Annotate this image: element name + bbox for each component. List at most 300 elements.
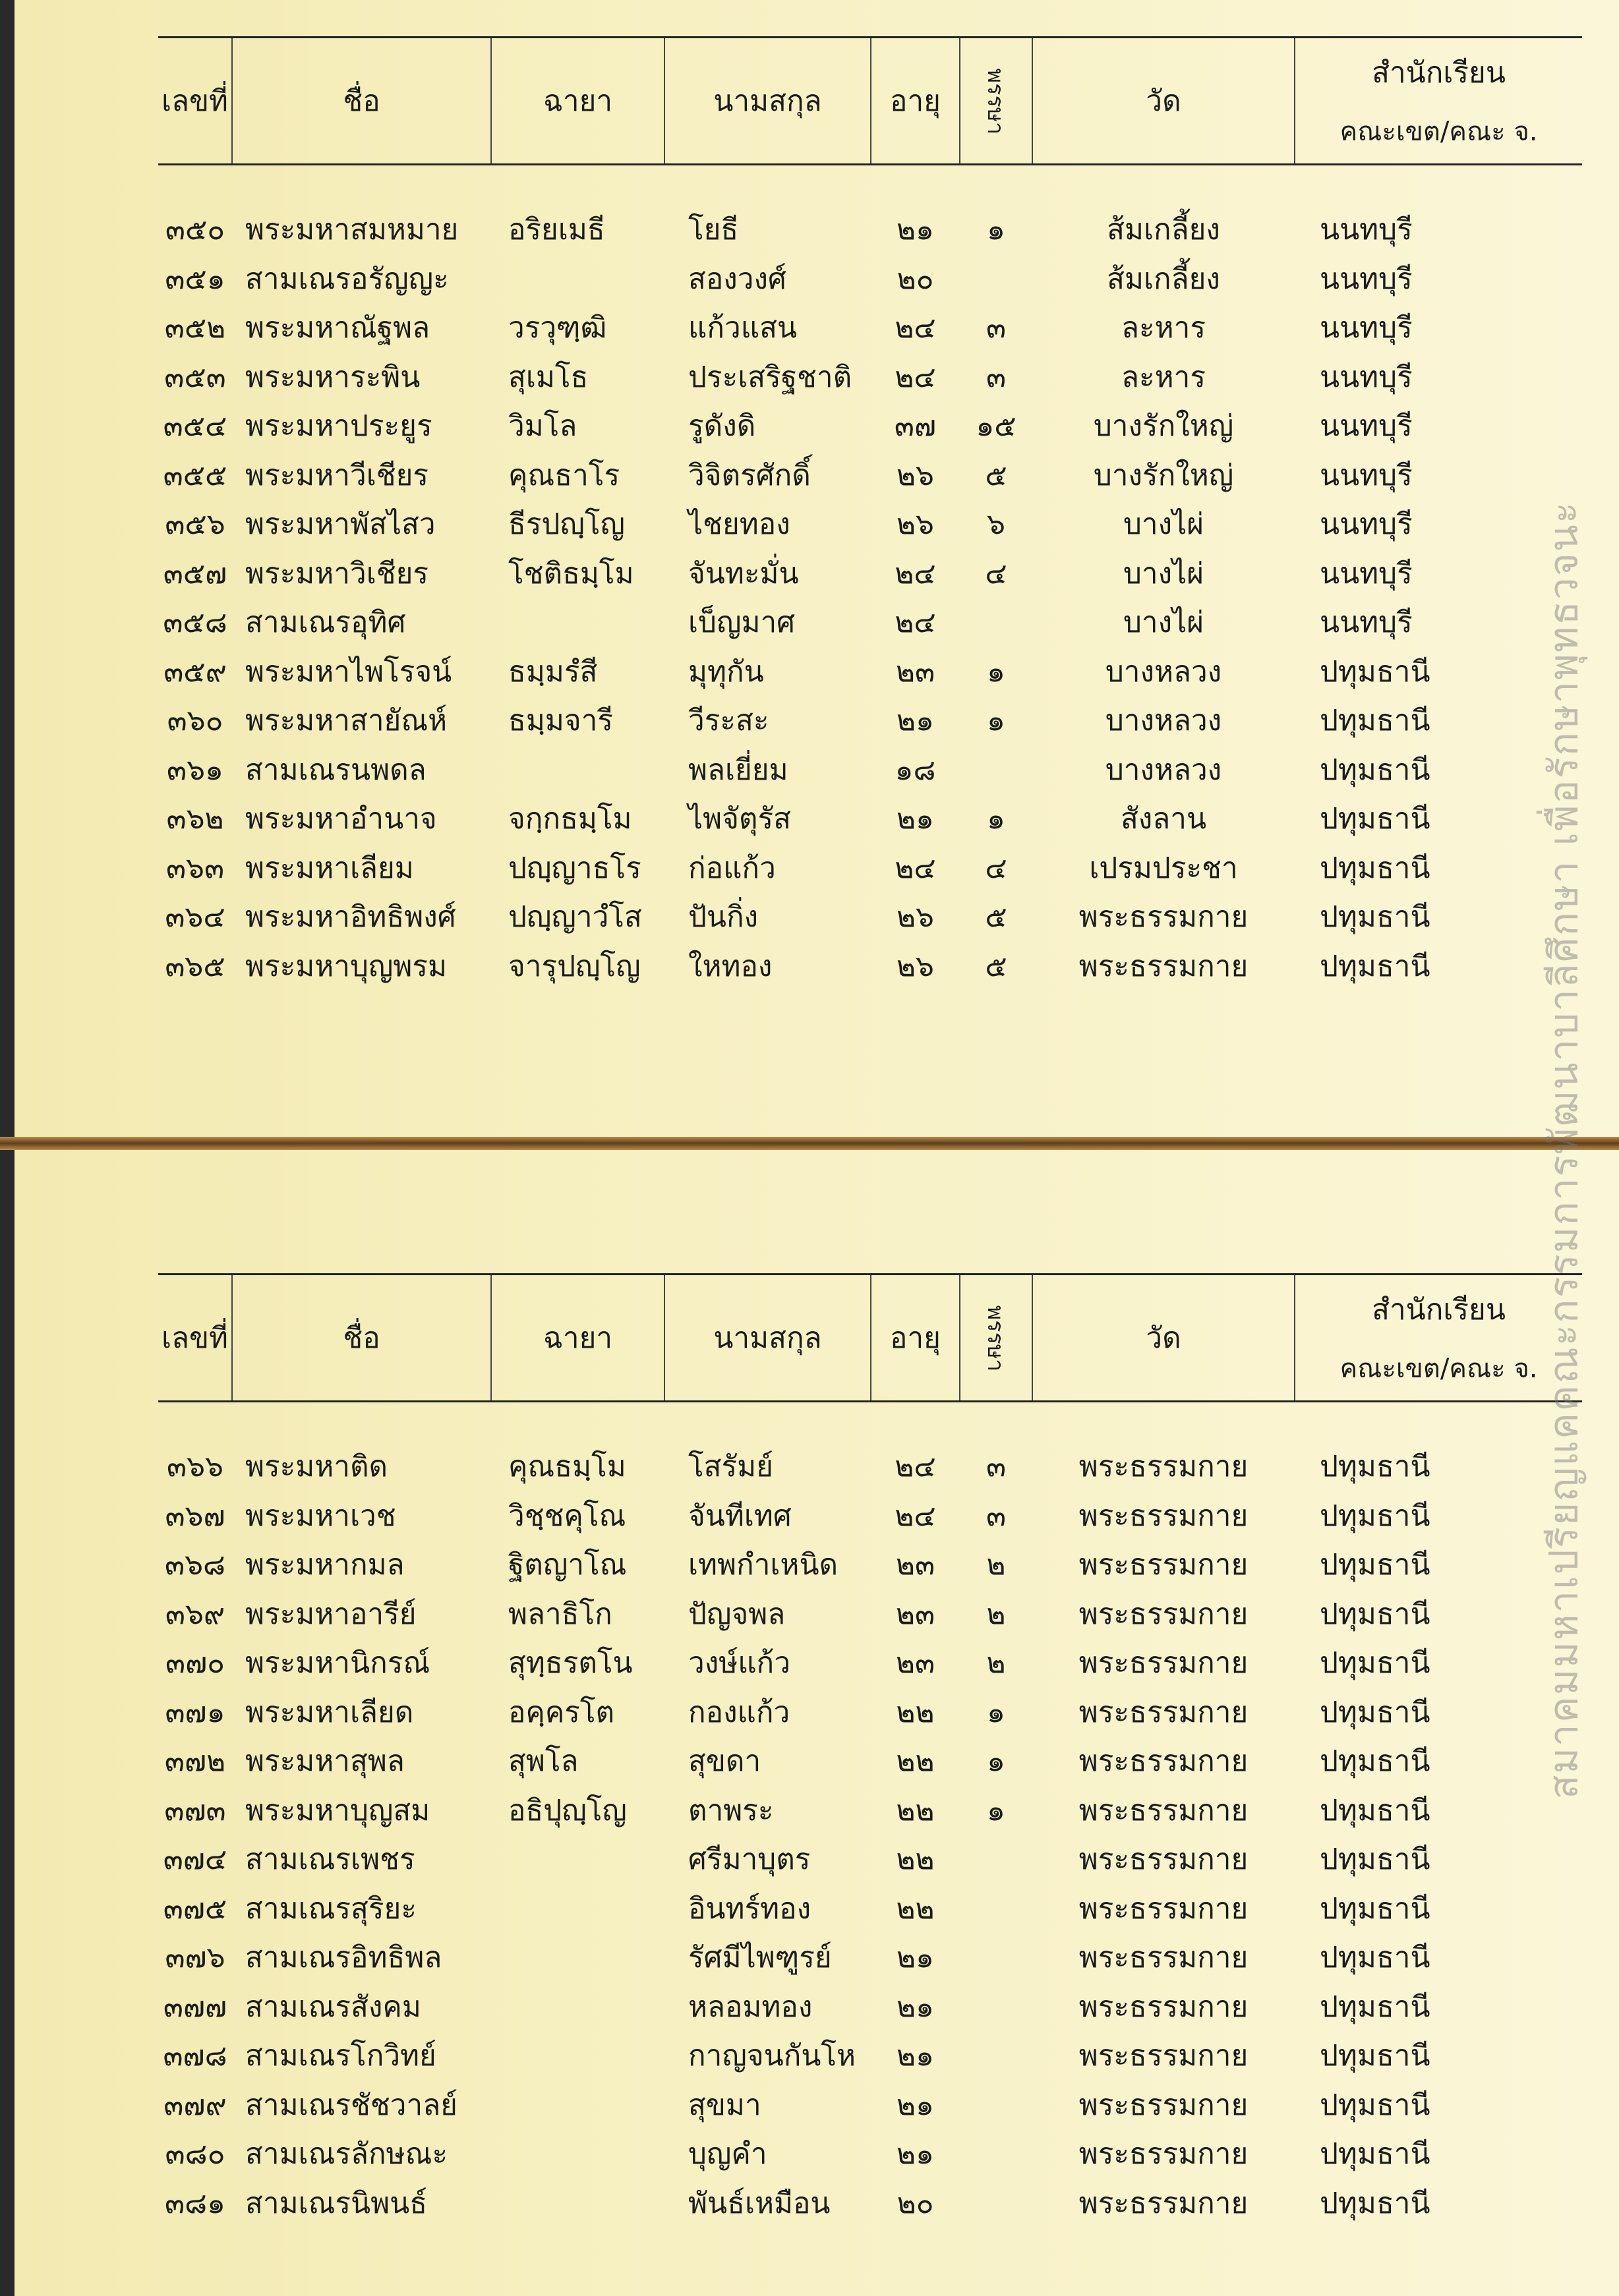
cell-name: สามเณรอรัญญะ bbox=[245, 262, 449, 296]
cell-samnak: นนทบุรี bbox=[1320, 458, 1413, 492]
cell-age: ๒๔ bbox=[895, 556, 936, 590]
cell-no: ๓๕๐ bbox=[165, 213, 225, 247]
table-row bbox=[158, 1884, 1582, 1934]
cell-wat: พระธรรมกาย bbox=[1078, 1843, 1249, 1877]
cell-pansa bbox=[960, 1982, 1032, 2032]
cell-name: สามเณรเพชร bbox=[245, 1843, 415, 1877]
cell-age: ๒๑ bbox=[897, 2137, 934, 2171]
cell-samnak: ปทุมธานี bbox=[1320, 1990, 1430, 2024]
cell-samnak: ปทุมธานี bbox=[1320, 1744, 1430, 1779]
table-row bbox=[158, 303, 1582, 353]
cell-no: ๓๕๑ bbox=[165, 262, 225, 296]
cell-chaya: อริยเมธี bbox=[508, 213, 605, 247]
cell-surname: เบ็ญมาศ bbox=[688, 606, 796, 640]
cell-name: พระมหานิกรณ์ bbox=[245, 1646, 430, 1680]
cell-wat: พระธรรมกาย bbox=[1078, 2186, 1249, 2220]
cell-age: ๒๖ bbox=[897, 900, 934, 934]
cell-surname: วิจิตรศักดิ์ bbox=[688, 458, 811, 492]
table-row bbox=[158, 2081, 1582, 2130]
cell-wat: พระธรรมกาย bbox=[1078, 1499, 1249, 1533]
cell-chaya: อคฺครโต bbox=[508, 1695, 615, 1729]
cell-pansa bbox=[960, 1884, 1032, 1934]
page-top bbox=[15, 0, 1619, 1137]
col-header-samnak-label: สำนักเรียน bbox=[1372, 1293, 1506, 1327]
cell-age: ๒๑ bbox=[897, 1990, 934, 2024]
cell-no: ๓๖๗ bbox=[165, 1499, 225, 1533]
cell-pansa: ๑ bbox=[987, 802, 1005, 836]
cell-surname: รูดังดิ bbox=[688, 409, 756, 444]
cell-age: ๒๒ bbox=[896, 1891, 935, 1926]
cell-name: พระมหาอำนาจ bbox=[245, 802, 437, 836]
cell-pansa bbox=[960, 745, 1032, 795]
cell-no: ๓๗๐ bbox=[165, 1646, 225, 1680]
cell-surname: ไชยทอง bbox=[688, 507, 790, 542]
cell-samnak: ปทุมธานี bbox=[1320, 1548, 1430, 1582]
cell-no: ๓๗๖ bbox=[165, 1941, 225, 1975]
cell-no: ๓๘๐ bbox=[165, 2137, 225, 2171]
cell-no: ๓๖๘ bbox=[165, 1548, 225, 1582]
cell-pansa bbox=[960, 2081, 1032, 2130]
cell-chaya: จารุปญฺโญ bbox=[508, 949, 641, 983]
col-header-no: เลขที่ bbox=[158, 1275, 232, 1402]
cell-surname: ก่อแก้ว bbox=[688, 851, 776, 885]
cell-samnak: ปทุมธานี bbox=[1320, 753, 1430, 787]
cell-samnak: ปทุมธานี bbox=[1320, 2186, 1430, 2220]
table-row bbox=[158, 1786, 1582, 1835]
cell-surname: โสรัมย์ bbox=[688, 1450, 773, 1484]
cell-no: ๓๗๓ bbox=[164, 1793, 226, 1827]
cell-surname: โยธี bbox=[688, 213, 739, 247]
cell-surname: ศรีมาบุตร bbox=[688, 1843, 811, 1877]
cell-name: พระมหาติด bbox=[245, 1450, 388, 1484]
cell-no: ๓๗๗ bbox=[163, 1990, 227, 2024]
table-row bbox=[158, 165, 1582, 254]
cell-wat: ละหาร bbox=[1121, 360, 1206, 394]
cell-name: สามเณรอิทธิพล bbox=[245, 1941, 442, 1975]
cell-chaya bbox=[491, 598, 664, 647]
cell-pansa: ๕ bbox=[985, 949, 1007, 983]
table-row bbox=[158, 2129, 1582, 2179]
page-fold bbox=[0, 1137, 1619, 1150]
table-row bbox=[158, 1540, 1582, 1590]
cell-surname: ปันกิ่ง bbox=[688, 900, 759, 934]
table-row bbox=[158, 794, 1582, 844]
table-row bbox=[158, 1736, 1582, 1786]
col-header-pansa-label: พรรษา bbox=[982, 68, 1009, 134]
cell-wat: ละหาร bbox=[1121, 311, 1206, 345]
cell-age: ๒๑ bbox=[897, 213, 934, 247]
cell-wat: บางรักใหญ่ bbox=[1093, 409, 1234, 444]
cell-no: ๓๖๙ bbox=[165, 1597, 225, 1631]
cell-age: ๒๔ bbox=[895, 606, 936, 640]
cell-chaya bbox=[491, 745, 664, 795]
cell-samnak: นนทบุรี bbox=[1320, 556, 1413, 590]
cell-age: ๒๖ bbox=[897, 507, 934, 542]
cell-name: พระมหาระพิน bbox=[245, 360, 421, 394]
cell-pansa: ๑ bbox=[987, 213, 1005, 247]
cell-chaya bbox=[491, 2129, 664, 2179]
cell-no: ๓๗๙ bbox=[163, 2088, 227, 2122]
cell-wat: พระธรรมกาย bbox=[1078, 1450, 1249, 1484]
table-row bbox=[158, 1982, 1582, 2032]
cell-samnak: นนทบุรี bbox=[1320, 507, 1413, 542]
table-row bbox=[158, 500, 1582, 549]
cell-chaya: ธีรปญฺโญ bbox=[508, 507, 626, 542]
col-header-wat: วัด bbox=[1032, 38, 1295, 165]
col-header-pansa bbox=[960, 38, 1032, 165]
col-header-samnak bbox=[1295, 38, 1582, 165]
cell-surname: จันทีเทศ bbox=[688, 1499, 792, 1533]
cell-wat: ส้มเกลี้ยง bbox=[1107, 213, 1220, 247]
col-header-surname: นามสกุล bbox=[664, 38, 871, 165]
cell-age: ๒๑ bbox=[897, 802, 934, 836]
cell-pansa bbox=[960, 2031, 1032, 2081]
cell-samnak: ปทุมธานี bbox=[1320, 949, 1430, 983]
cell-pansa: ๒ bbox=[986, 1646, 1006, 1680]
cell-samnak: ปทุมธานี bbox=[1320, 851, 1430, 885]
cell-name: พระมหาเลียม bbox=[245, 851, 414, 885]
cell-wat: ส้มเกลี้ยง bbox=[1107, 262, 1220, 296]
cell-pansa: ๑ bbox=[987, 704, 1005, 738]
cell-name: พระมหากมล bbox=[245, 1548, 405, 1582]
cell-samnak: ปทุมธานี bbox=[1320, 2039, 1430, 2073]
cell-chaya bbox=[491, 1835, 664, 1884]
cell-chaya: สุเมโธ bbox=[508, 360, 589, 394]
cell-wat: พระธรรมกาย bbox=[1078, 2039, 1249, 2073]
cell-no: ๓๕๖ bbox=[165, 507, 225, 542]
cell-samnak: ปทุมธานี bbox=[1320, 1793, 1430, 1827]
cell-pansa: ๕ bbox=[985, 900, 1007, 934]
cell-no: ๓๗๔ bbox=[163, 1843, 227, 1877]
cell-wat: บางหลวง bbox=[1105, 753, 1222, 787]
cell-samnak: ปทุมธานี bbox=[1320, 900, 1430, 934]
cell-samnak: ปทุมธานี bbox=[1320, 654, 1430, 689]
col-header-chaya: ฉายา bbox=[491, 38, 664, 165]
cell-pansa: ๒ bbox=[986, 1597, 1006, 1631]
cell-surname: พลเยี่ยม bbox=[688, 753, 788, 787]
table-row bbox=[158, 892, 1582, 942]
cell-pansa: ๑ bbox=[987, 654, 1005, 689]
cell-no: ๓๕๓ bbox=[164, 360, 226, 394]
cell-no: ๓๕๙ bbox=[163, 654, 227, 689]
cell-wat: พระธรรมกาย bbox=[1078, 1793, 1249, 1827]
cell-age: ๒๒ bbox=[896, 1695, 935, 1729]
cell-age: ๒๑ bbox=[897, 1941, 934, 1975]
cell-surname: เทพกำเหนิด bbox=[688, 1548, 839, 1582]
cell-samnak: ปทุมธานี bbox=[1320, 1646, 1430, 1680]
cell-name: พระมหาณัฐพล bbox=[245, 311, 430, 345]
cell-surname: สองวงศ์ bbox=[688, 262, 786, 296]
table-body bbox=[158, 1402, 1582, 2228]
table-header bbox=[158, 1275, 1582, 1402]
cell-samnak: ปทุมธานี bbox=[1320, 2088, 1430, 2122]
cell-wat: พระธรรมกาย bbox=[1078, 949, 1249, 983]
cell-age: ๒๖ bbox=[897, 949, 934, 983]
cell-surname: แก้วแสน bbox=[688, 311, 797, 345]
cell-pansa bbox=[960, 254, 1032, 304]
cell-age: ๒๑ bbox=[897, 2088, 934, 2122]
cell-age: ๒๒ bbox=[896, 1744, 935, 1779]
col-header-surname: นามสกุล bbox=[664, 1275, 871, 1402]
cell-name: สามเณรชัชวาลย์ bbox=[245, 2088, 457, 2122]
cell-samnak: ปทุมธานี bbox=[1320, 1695, 1430, 1729]
cell-samnak: นนทบุรี bbox=[1320, 409, 1413, 444]
cell-wat: พระธรรมกาย bbox=[1078, 1891, 1249, 1926]
cell-no: ๓๖๒ bbox=[166, 802, 224, 836]
col-header-name: ชื่อ bbox=[232, 1275, 491, 1402]
table-row bbox=[158, 549, 1582, 598]
cell-age: ๒๖ bbox=[897, 458, 934, 492]
col-header-age: อายุ bbox=[871, 38, 960, 165]
cell-surname: ประเสริฐชาติ bbox=[688, 360, 852, 394]
cell-wat: สังลาน bbox=[1120, 802, 1207, 836]
cell-name: พระมหาอิทธิพงศ์ bbox=[245, 900, 456, 934]
cell-wat: เปรมประชา bbox=[1089, 851, 1238, 885]
cell-no: ๓๕๗ bbox=[163, 556, 227, 590]
cell-chaya: สุพโล bbox=[508, 1744, 579, 1779]
cell-age: ๒๐ bbox=[897, 262, 934, 296]
cell-chaya bbox=[491, 1933, 664, 1982]
cell-wat: พระธรรมกาย bbox=[1078, 1695, 1249, 1729]
cell-no: ๓๖๔ bbox=[165, 900, 225, 934]
cell-chaya: คุณธมฺโม bbox=[508, 1450, 626, 1484]
cell-age: ๒๔ bbox=[895, 851, 936, 885]
cell-no: ๓๖๖ bbox=[167, 1450, 223, 1484]
cell-age: ๒๐ bbox=[897, 2186, 934, 2220]
cell-samnak: นนทบุรี bbox=[1320, 360, 1413, 394]
cell-no: ๓๖๑ bbox=[167, 753, 223, 787]
table-row bbox=[158, 598, 1582, 647]
cell-chaya: คุณธาโร bbox=[508, 458, 620, 492]
cell-wat: บางรักใหญ่ bbox=[1093, 458, 1234, 492]
cell-pansa: ๓ bbox=[986, 311, 1007, 345]
cell-pansa bbox=[960, 598, 1032, 647]
table-row bbox=[158, 1933, 1582, 1982]
cell-name: พระมหาสมหมาย bbox=[245, 213, 459, 247]
cell-surname: สุขดา bbox=[688, 1744, 761, 1779]
cell-chaya: ธมฺมจารี bbox=[508, 704, 613, 738]
cell-surname: ตาพระ bbox=[688, 1793, 774, 1827]
cell-surname: พันธ์เหมือน bbox=[688, 2186, 831, 2220]
cell-age: ๒๔ bbox=[895, 311, 936, 345]
cell-samnak: นนทบุรี bbox=[1320, 606, 1413, 640]
cell-no: ๓๗๒ bbox=[164, 1744, 226, 1779]
cell-pansa: ๑ bbox=[987, 1744, 1005, 1779]
col-header-name: ชื่อ bbox=[232, 38, 491, 165]
table-row bbox=[158, 401, 1582, 451]
col-header-no: เลขที่ bbox=[158, 38, 232, 165]
cell-name: พระมหาวิเชียร bbox=[245, 556, 429, 590]
cell-surname: ไพจัตุรัส bbox=[688, 802, 791, 836]
cell-name: พระมหาสายัณห์ bbox=[245, 704, 448, 738]
cell-wat: พระธรรมกาย bbox=[1078, 1646, 1249, 1680]
cell-chaya bbox=[491, 1884, 664, 1934]
cell-wat: บางหลวง bbox=[1105, 654, 1222, 689]
page-bottom bbox=[15, 1150, 1619, 2296]
cell-samnak: ปทุมธานี bbox=[1320, 704, 1430, 738]
table-header bbox=[158, 38, 1582, 165]
table-row bbox=[158, 1638, 1582, 1688]
cell-age: ๒๓ bbox=[895, 654, 935, 689]
cell-samnak: ปทุมธานี bbox=[1320, 2137, 1430, 2171]
cell-age: ๒๓ bbox=[895, 1646, 935, 1680]
cell-samnak: ปทุมธานี bbox=[1320, 1843, 1430, 1877]
table-body bbox=[158, 165, 1582, 991]
cell-wat: พระธรรมกาย bbox=[1078, 1548, 1249, 1582]
cell-no: ๓๗๑ bbox=[165, 1695, 225, 1729]
cell-chaya: วิมโล bbox=[508, 409, 577, 444]
cell-age: ๒๑ bbox=[897, 704, 934, 738]
cell-name: พระมหาสุพล bbox=[245, 1744, 405, 1779]
cell-chaya: จกฺกธมฺโม bbox=[508, 802, 632, 836]
cell-pansa: ๒ bbox=[986, 1548, 1006, 1582]
cell-no: ๓๗๕ bbox=[163, 1891, 227, 1926]
cell-age: ๒๑ bbox=[897, 2039, 934, 2073]
table-row bbox=[158, 451, 1582, 500]
cell-pansa bbox=[960, 2179, 1032, 2228]
table-row bbox=[158, 1590, 1582, 1639]
cell-pansa: ๕ bbox=[985, 458, 1007, 492]
cell-samnak: นนทบุรี bbox=[1320, 262, 1413, 296]
cell-name: สามเณรโกวิทย์ bbox=[245, 2039, 436, 2073]
cell-surname: วีระสะ bbox=[688, 704, 769, 738]
cell-name: สามเณรสุริยะ bbox=[245, 1891, 417, 1926]
col-header-wat: วัด bbox=[1032, 1275, 1295, 1402]
register-table bbox=[158, 36, 1582, 990]
table-row bbox=[158, 1402, 1582, 1491]
cell-pansa: ๓ bbox=[986, 1499, 1007, 1533]
cell-wat: บางไผ่ bbox=[1123, 606, 1204, 640]
cell-wat: บางไผ่ bbox=[1123, 556, 1204, 590]
table-row bbox=[158, 1688, 1582, 1737]
cell-samnak: ปทุมธานี bbox=[1320, 1597, 1430, 1631]
cell-chaya: โชติธมฺโม bbox=[508, 556, 634, 590]
cell-chaya bbox=[491, 2031, 664, 2081]
cell-surname: กาญจนกันโห bbox=[688, 2039, 856, 2073]
cell-pansa: ๓ bbox=[986, 1450, 1007, 1484]
cell-samnak: ปทุมธานี bbox=[1320, 1941, 1430, 1975]
cell-chaya: สุทฺธรตโน bbox=[508, 1646, 633, 1680]
cell-age: ๒๒ bbox=[896, 1843, 935, 1877]
watermark-text: สมาคมมหาเปรียญแคคณะกรรมการพัฒนาบาลีศึกษา เพื่อรักษาพุทธวจนะ bbox=[1541, 500, 1587, 1800]
register-table bbox=[158, 1273, 1582, 2227]
cell-age: ๑๘ bbox=[895, 753, 936, 787]
cell-name: สามเณรนิพนธ์ bbox=[245, 2186, 428, 2220]
cell-samnak: นนทบุรี bbox=[1320, 213, 1413, 247]
cell-name: พระมหาอารีย์ bbox=[245, 1597, 417, 1631]
col-header-pansa bbox=[960, 1275, 1032, 1402]
table-row bbox=[158, 254, 1582, 304]
cell-pansa: ๑ bbox=[987, 1695, 1005, 1729]
cell-wat: บางไผ่ bbox=[1123, 507, 1204, 542]
cell-name: พระมหาเวช bbox=[245, 1499, 396, 1533]
cell-name: สามเณรอุทิศ bbox=[245, 606, 406, 640]
table-row bbox=[158, 1835, 1582, 1884]
cell-chaya: วรวุฑฺฒิ bbox=[508, 311, 607, 345]
cell-age: ๒๒ bbox=[896, 1793, 935, 1827]
cell-age: ๒๔ bbox=[895, 360, 936, 394]
cell-name: สามเณรสังคม bbox=[245, 1990, 421, 2024]
table-row bbox=[158, 745, 1582, 795]
cell-chaya bbox=[491, 1982, 664, 2032]
cell-no: ๓๕๒ bbox=[164, 311, 226, 345]
cell-surname: มุทุกัน bbox=[688, 654, 764, 689]
cell-chaya bbox=[491, 2081, 664, 2130]
cell-pansa bbox=[960, 1933, 1032, 1982]
cell-name: พระมหาบุญพรม bbox=[245, 949, 448, 983]
cell-name: สามเณรนพดล bbox=[245, 753, 427, 787]
col-header-pansa-label: พรรษา bbox=[982, 1305, 1009, 1371]
cell-no: ๓๘๑ bbox=[165, 2186, 225, 2220]
cell-surname: สุขมา bbox=[688, 2088, 761, 2122]
table-row bbox=[158, 696, 1582, 745]
cell-chaya bbox=[491, 2179, 664, 2228]
cell-name: พระมหาไพโรจน์ bbox=[245, 654, 452, 689]
col-header-samnak-sub: คณะเขต/คณะ จ. bbox=[1339, 1354, 1538, 1384]
col-header-chaya: ฉายา bbox=[491, 1275, 664, 1402]
cell-surname: ใหทอง bbox=[688, 949, 773, 983]
cell-samnak: ปทุมธานี bbox=[1320, 1891, 1430, 1926]
cell-pansa: ๑ bbox=[987, 1793, 1005, 1827]
cell-chaya: พลาธิโก bbox=[508, 1597, 612, 1631]
cell-name: พระมหาเลียด bbox=[245, 1695, 414, 1729]
cell-wat: บางหลวง bbox=[1105, 704, 1222, 738]
cell-pansa: ๔ bbox=[985, 851, 1007, 885]
cell-wat: พระธรรมกาย bbox=[1078, 1941, 1249, 1975]
cell-surname: บุญคำ bbox=[688, 2137, 767, 2171]
cell-age: ๒๓ bbox=[895, 1597, 935, 1631]
cell-wat: พระธรรมกาย bbox=[1078, 1597, 1249, 1631]
cell-surname: หลอมทอง bbox=[688, 1990, 813, 2024]
cell-chaya: อธิปุญฺโญ bbox=[508, 1793, 627, 1827]
cell-chaya: วิชฺชคุโณ bbox=[508, 1499, 626, 1533]
cell-samnak: ปทุมธานี bbox=[1320, 1499, 1430, 1533]
cell-surname: วงษ์แก้ว bbox=[688, 1646, 790, 1680]
table-row bbox=[158, 353, 1582, 402]
cell-wat: พระธรรมกาย bbox=[1078, 1990, 1249, 2024]
cell-wat: พระธรรมกาย bbox=[1078, 2088, 1249, 2122]
cell-name: สามเณรลักษณะ bbox=[245, 2137, 448, 2171]
cell-chaya: ธมฺมรํสี bbox=[508, 654, 598, 689]
cell-pansa: ๓ bbox=[986, 360, 1007, 394]
cell-no: ๓๖๕ bbox=[165, 949, 225, 983]
table-row bbox=[158, 647, 1582, 697]
cell-wat: พระธรรมกาย bbox=[1078, 2137, 1249, 2171]
cell-age: ๓๗ bbox=[894, 409, 937, 444]
table-row bbox=[158, 2179, 1582, 2228]
cell-wat: พระธรรมกาย bbox=[1078, 900, 1249, 934]
cell-name: พระมหาวีเชียร bbox=[245, 458, 429, 492]
table-row bbox=[158, 1491, 1582, 1541]
cell-samnak: ปทุมธานี bbox=[1320, 802, 1430, 836]
cell-chaya: ฐิตญาโณ bbox=[508, 1548, 627, 1582]
cell-age: ๒๔ bbox=[895, 1499, 936, 1533]
cell-surname: รัศมีไพฑูรย์ bbox=[688, 1941, 832, 1975]
cell-no: ๓๕๕ bbox=[163, 458, 227, 492]
cell-samnak: ปทุมธานี bbox=[1320, 1450, 1430, 1484]
cell-chaya bbox=[491, 254, 664, 304]
cell-no: ๓๗๘ bbox=[163, 2039, 227, 2073]
cell-no: ๓๕๘ bbox=[163, 606, 227, 640]
cell-age: ๒๓ bbox=[895, 1548, 935, 1582]
table-row bbox=[158, 942, 1582, 991]
cell-surname: กองแก้ว bbox=[688, 1695, 790, 1729]
cell-surname: จันทะมั่น bbox=[688, 556, 799, 590]
cell-name: พระมหาพัสไสว bbox=[245, 507, 436, 542]
col-header-samnak-label: สำนักเรียน bbox=[1372, 56, 1506, 90]
cell-pansa: ๖ bbox=[987, 507, 1005, 542]
table-row bbox=[158, 2031, 1582, 2081]
